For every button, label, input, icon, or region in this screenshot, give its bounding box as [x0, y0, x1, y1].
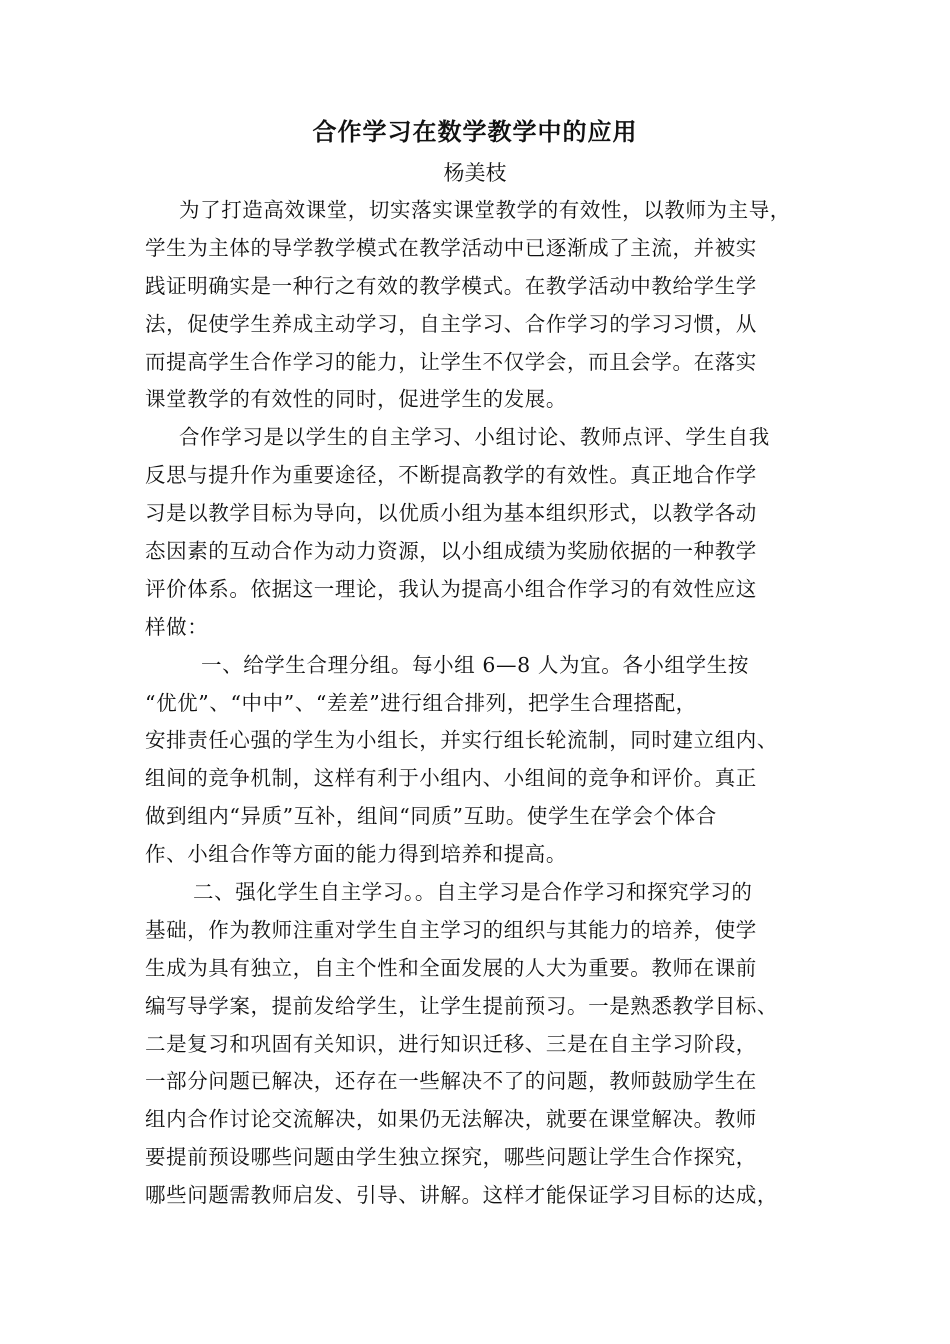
- text-line: 样做：: [145, 614, 209, 639]
- text-line: 生成为具有独立，自主个性和全面发展的人大为重要。教师在课前: [145, 955, 757, 980]
- text-line: 编写导学案，提前发给学生，让学生提前预习。一是熟悉教学目标、: [145, 993, 778, 1018]
- text-line: “优优”、“中中”、“差差”进行组合排列，把学生合理搭配，: [145, 690, 697, 715]
- text-line: 合作学习是以学生的自主学习、小组讨论、教师点评、学生自我: [179, 425, 770, 450]
- text-line: 安排责任心强的学生为小组长，并实行组长轮流制，同时建立组内、: [145, 728, 778, 753]
- text-line: 评价体系。依据这一理论，我认为提高小组合作学习的有效性应这: [145, 576, 757, 601]
- document-author: 杨美枝: [443, 161, 507, 185]
- text-line: 一、给学生合理分组。每小组 6—8 人为宜。各小组学生按: [201, 652, 749, 677]
- text-line: 哪些问题需教师启发、引导、讲解。这样才能保证学习目标的达成，: [145, 1183, 778, 1208]
- text-line: 课堂教学的有效性的同时，促进学生的发展。: [145, 387, 567, 412]
- text-line: 二是复习和巩固有关知识，进行知识迁移、三是在自主学习阶段，: [145, 1031, 757, 1056]
- text-line: 学生为主体的导学教学模式在教学活动中已逐渐成了主流，并被实: [145, 235, 757, 260]
- text-line: 法，促使学生养成主动学习，自主学习、合作学习的学习习惯，从: [145, 311, 757, 336]
- text-line: 反思与提升作为重要途径，不断提高教学的有效性。真正地合作学: [145, 463, 757, 488]
- document-body: [145, 192, 817, 1215]
- document-title: 合作学习在数学教学中的应用: [312, 118, 638, 146]
- text-line: 践证明确实是一种行之有效的教学模式。在教学活动中教给学生学: [145, 273, 757, 298]
- text-line: 二、强化学生自主学习。。自主学习是合作学习和探究学习的: [193, 880, 753, 905]
- text-line: 习是以教学目标为导向，以优质小组为基本组织形式，以教学各动: [145, 501, 757, 526]
- text-line: 作、小组合作等方面的能力得到培养和提高。: [145, 842, 567, 867]
- text-line: 为了打造高效课堂，切实落实课堂教学的有效性，以教师为主导，: [179, 198, 791, 222]
- text-line: 要提前预设哪些问题由学生独立探究，哪些问题让学生合作探究，: [145, 1145, 757, 1170]
- text-line: 态因素的互动合作为动力资源，以小组成绩为奖励依据的一种教学: [145, 539, 757, 564]
- text-line: 而提高学生合作学习的能力，让学生不仅学会，而且会学。在落实: [145, 349, 757, 374]
- text-line: 做到组内“异质”互补，组间“同质”互助。使学生在学会个体合: [145, 804, 717, 829]
- text-line: 组内合作讨论交流解决，如果仍无法解决，就要在课堂解决。教师: [145, 1107, 757, 1132]
- text-line: 基础，作为教师注重对学生自主学习的组织与其能力的培养，使学: [145, 917, 757, 942]
- text-line: 组间的竞争机制，这样有利于小组内、小组间的竞争和评价。真正: [145, 766, 757, 791]
- text-line: 一部分问题已解决，还存在一些解决不了的问题，教师鼓励学生在: [145, 1069, 757, 1094]
